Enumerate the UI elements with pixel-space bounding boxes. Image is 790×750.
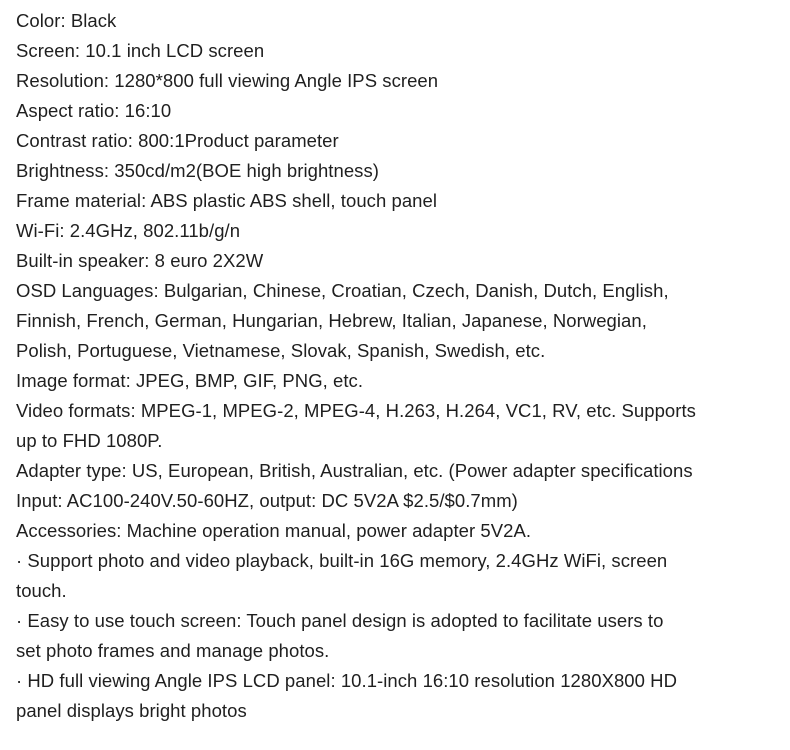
spec-line-osd-languages-cont-2: Polish, Portuguese, Vietnamese, Slovak, Spanish, Swedish, etc. — [16, 340, 546, 361]
spec-line-osd-languages: OSD Languages: Bulgarian, Chinese, Croatian, Czech, Danish, Dutch, English, — [16, 280, 669, 301]
feature-bullet-touch-screen-cont: set photo frames and manage photos. — [16, 640, 330, 661]
spec-line-video-formats: Video formats: MPEG-1, MPEG-2, MPEG-4, H.263, H.264, VC1, RV, etc. Supports — [16, 400, 696, 421]
spec-line-speaker: Built-in speaker: 8 euro 2X2W — [16, 250, 264, 271]
spec-line-aspect-ratio: Aspect ratio: 16:10 — [16, 100, 172, 121]
spec-line-color: Color: Black — [16, 10, 117, 31]
spec-line-video-formats-cont: up to FHD 1080P. — [16, 430, 163, 451]
spec-line-image-format: Image format: JPEG, BMP, GIF, PNG, etc. — [16, 370, 364, 391]
spec-line-osd-languages-cont-1: Finnish, French, German, Hungarian, Hebrew, Italian, Japanese, Norwegian, — [16, 310, 647, 331]
spec-line-accessories: Accessories: Machine operation manual, power adapter 5V2A. — [16, 520, 532, 541]
spec-line-frame-material: Frame material: ABS plastic ABS shell, touch panel — [16, 190, 438, 211]
spec-document — [16, 6, 786, 726]
spec-line-adapter-input: Input: AC100-240V.50-60HZ, output: DC 5V2A $2.5/$0.7mm) — [16, 490, 518, 511]
spec-line-screen: Screen: 10.1 inch LCD screen — [16, 40, 265, 61]
spec-line-adapter-type: Adapter type: US, European, British, Australian, etc. (Power adapter specifications — [16, 460, 693, 481]
spec-line-wifi: Wi-Fi: 2.4GHz, 802.11b/g/n — [16, 220, 241, 241]
feature-bullet-playback: · Support photo and video playback, built-in 16G memory, 2.4GHz WiFi, screen — [16, 550, 668, 571]
feature-bullet-touch-screen: · Easy to use touch screen: Touch panel design is adopted to facilitate users to — [16, 610, 664, 631]
feature-bullet-ips-panel: · HD full viewing Angle IPS LCD panel: 10.1-inch 16:10 resolution 1280X800 HD — [16, 670, 677, 691]
spec-line-brightness: Brightness: 350cd/m2(BOE high brightness) — [16, 160, 379, 181]
spec-line-resolution: Resolution: 1280*800 full viewing Angle IPS screen — [16, 70, 439, 91]
feature-bullet-ips-panel-cont: panel displays bright photos — [16, 700, 247, 721]
feature-bullet-playback-cont: touch. — [16, 580, 67, 601]
spec-line-contrast-ratio: Contrast ratio: 800:1Product parameter — [16, 130, 339, 151]
